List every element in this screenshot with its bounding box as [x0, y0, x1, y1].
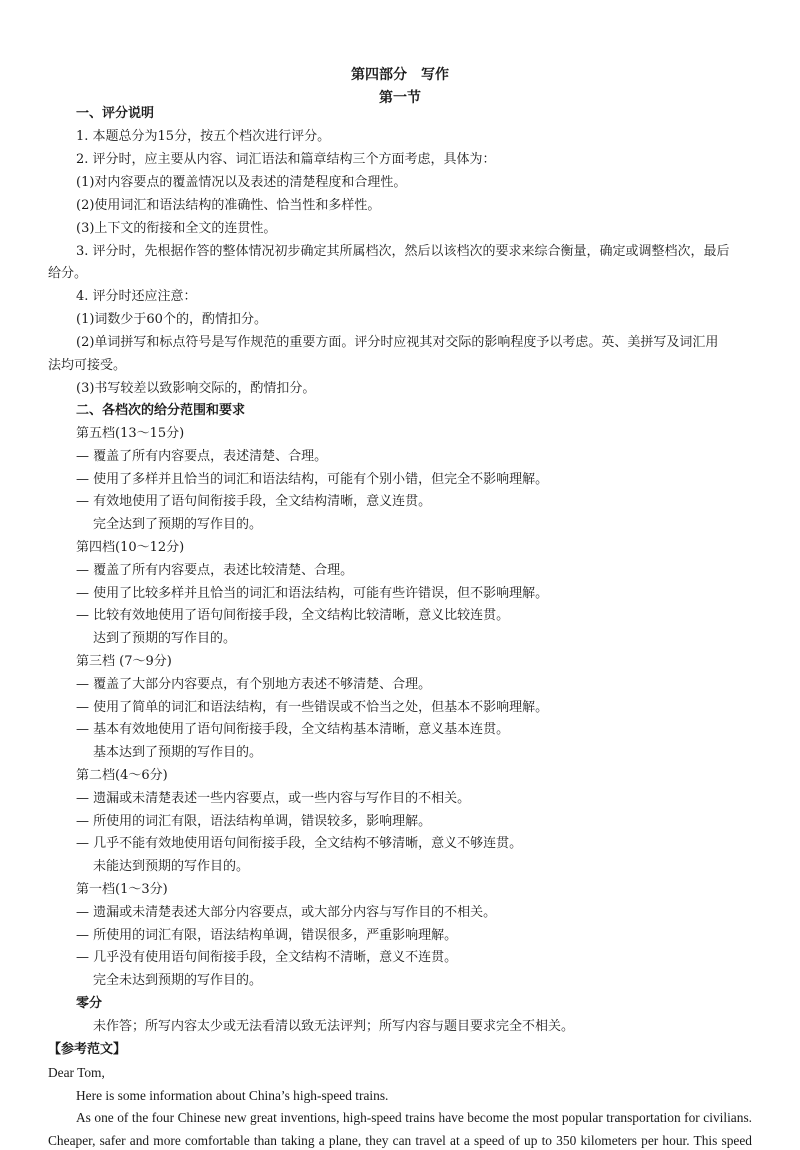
- scoring-item: 1. 本题总分为15分，按五个档次进行评分。: [76, 129, 331, 144]
- level-item: — 比较有效地使用了语句间衔接手段，全文结构比较清晰，意义比较连贯。: [76, 608, 510, 623]
- level-item: — 使用了多样并且恰当的词汇和语法结构，可能有个别小错，但完全不影响理解。: [76, 472, 549, 487]
- level-item: 达到了预期的写作目的。: [93, 631, 237, 646]
- scoring-item: (1)词数少于60个的，酌情扣分。: [76, 312, 267, 327]
- level-item: — 几乎不能有效地使用语句间衔接手段，全文结构不够清晰，意义不够连贯。: [76, 836, 523, 851]
- scoring-item: 4. 评分时还应注意：: [76, 289, 197, 304]
- scoring-item: (2)使用词汇和语法结构的准确性、恰当性和多样性。: [76, 198, 381, 213]
- scoring-item: (3)上下文的衔接和全文的连贯性。: [76, 221, 277, 236]
- level-item: — 所使用的词汇有限，语法结构单调，错误很多，严重影响理解。: [76, 928, 458, 943]
- levels-heading: 二、各档次的给分范围和要求: [76, 403, 246, 418]
- level-item: 完全达到了预期的写作目的。: [93, 517, 263, 532]
- level-item: 完全未达到预期的写作目的。: [93, 973, 263, 988]
- level-item: 未能达到预期的写作目的。: [93, 859, 250, 874]
- level-item: — 几乎没有使用语句间衔接手段，全文结构不清晰，意义不连贯。: [76, 950, 458, 965]
- sample-paragraph-line: Cheaper, safer and more comfortable than taking a plane, they can travel at a speed of up to 350 kilometers per hour. This speed: [48, 1133, 752, 1148]
- sample-paragraph-line: As one of the four Chinese new great inventions, high-speed trains have become the most popular transportation for civilians.: [76, 1110, 752, 1125]
- sample-paragraph-line: Here is some information about China’s high-speed trains.: [76, 1088, 389, 1103]
- level-item: 基本达到了预期的写作目的。: [93, 745, 263, 760]
- level-item: — 覆盖了所有内容要点，表述比较清楚、合理。: [76, 563, 354, 578]
- zero-text: 未作答；所写内容太少或无法看清以致无法评判；所写内容与题目要求完全不相关。: [93, 1019, 575, 1034]
- scoring-heading: 一、评分说明: [76, 106, 155, 121]
- level-title: 第二档(4～6分): [76, 768, 168, 783]
- level-item: — 遗漏或未清楚表述大部分内容要点，或大部分内容与写作目的不相关。: [76, 905, 497, 920]
- level-title: 第四档(10～12分): [76, 540, 185, 555]
- scoring-item: 2. 评分时，应主要从内容、词汇语法和篇章结构三个方面考虑，具体为：: [76, 152, 496, 167]
- level-item: — 有效地使用了语句间衔接手段，全文结构清晰，意义连贯。: [76, 494, 432, 509]
- level-item: — 覆盖了所有内容要点，表述清楚、合理。: [76, 449, 328, 464]
- scoring-item: (3)书写较差以致影响交际的，酌情扣分。: [76, 381, 316, 396]
- scoring-item: (1)对内容要点的覆盖情况以及表述的清楚程度和合理性。: [76, 175, 407, 190]
- level-item: — 使用了比较多样并且恰当的词汇和语法结构，可能有些许错误，但不影响理解。: [76, 586, 549, 601]
- section-title: 第一节: [379, 90, 421, 106]
- scoring-item: 给分。: [48, 266, 88, 281]
- scoring-item: 3. 评分时，先根据作答的整体情况初步确定其所属档次，然后以该档次的要求来综合衡量，确定或调整档次，最后: [76, 244, 730, 259]
- level-title: 第一档(1～3分): [76, 882, 168, 897]
- scoring-item: 法均可接受。: [48, 358, 127, 373]
- level-item: — 覆盖了大部分内容要点，有个别地方表述不够清楚、合理。: [76, 677, 432, 692]
- level-item: — 基本有效地使用了语句间衔接手段，全文结构基本清晰，意义基本连贯。: [76, 722, 510, 737]
- level-title: 第三档 (7～9分): [76, 654, 172, 669]
- level-item: — 遗漏或未清楚表述一些内容要点，或一些内容与写作目的不相关。: [76, 791, 471, 806]
- sample-salutation: Dear Tom,: [48, 1065, 105, 1080]
- scoring-item: (2)单词拼写和标点符号是写作规范的重要方面。评分时应视其对交际的影响程度予以考虑。英、美拼写及词汇用: [76, 335, 719, 350]
- sample-heading: 【参考范文】: [48, 1042, 127, 1057]
- level-item: — 所使用的词汇有限，语法结构单调，错误较多，影响理解。: [76, 814, 432, 829]
- zero-heading: 零分: [76, 996, 103, 1011]
- part-title: 第四部分 写作: [351, 67, 449, 83]
- level-item: — 使用了简单的词汇和语法结构，有一些错误或不恰当之处，但基本不影响理解。: [76, 700, 549, 715]
- level-title: 第五档(13～15分): [76, 426, 185, 441]
